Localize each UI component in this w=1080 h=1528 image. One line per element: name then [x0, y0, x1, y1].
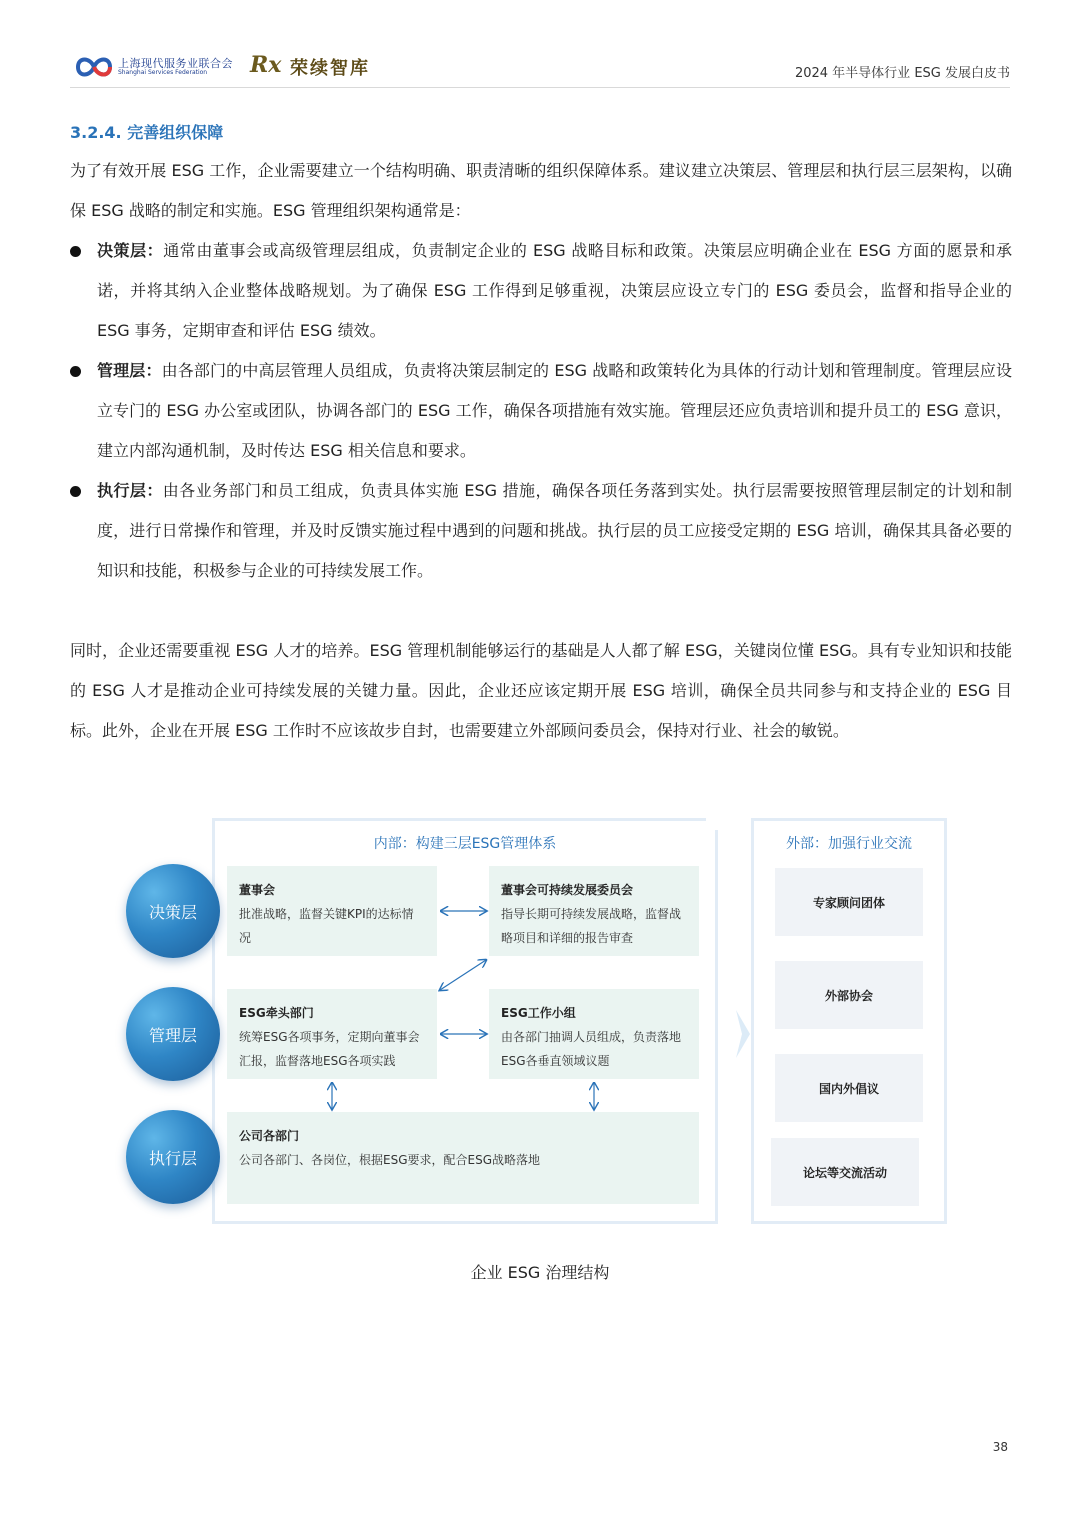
card-sustainability-committee: 董事会可持续发展委员会 指导长期可持续发展战略，监督战略项目和详细的报告审查 [489, 866, 699, 956]
card-esg-lead-department: ESG牵头部门 统筹ESG各项事务，定期向董事会汇报，监督落地ESG各项实践 [227, 989, 437, 1079]
external-item-expert-advisors: 专家顾问团体 [775, 868, 923, 936]
brand-name: 荣续智库 [290, 58, 370, 79]
federation-logo-icon [74, 52, 114, 82]
card-board: 董事会 批准战略，监督关键KPI的达标情况 [227, 866, 437, 956]
management-layer-circle: 管理层 [126, 987, 220, 1081]
execution-layer-circle: 执行层 [126, 1110, 220, 1204]
internal-panel-title: 内部：构建三层ESG管理体系 [373, 836, 557, 852]
bullet-management-layer: 管理层：由各部门的中高层管理人员组成，负责将决策层制定的 ESG 战略和政策转化为具体的行动计划和管理制度。管理层应设立专门的 ESG 办公室或团队，协调各部门的 ESG 工作，确保各项措施有效实施。管理层还应负责培训和提升员工的 ESG 意识，建立内部沟通机制，及时传达 ESG 相关信息和要求。 [70, 351, 1012, 471]
bullet-dot-icon [70, 366, 81, 377]
section-title: 3.2.4. 完善组织保障 [70, 123, 224, 142]
external-item-initiatives: 国内外倡议 [775, 1054, 923, 1122]
decision-layer-circle: 决策层 [126, 864, 220, 958]
page-number: 38 [992, 1440, 1008, 1454]
card-all-departments: 公司各部门 公司各部门、各岗位，根据ESG要求，配合ESG战略落地 [227, 1112, 699, 1204]
external-item-associations: 外部协会 [775, 961, 923, 1029]
org-name-cn: 上海现代服务业联合会 [118, 57, 233, 70]
bullet-dot-icon [70, 486, 81, 497]
org-name-en: Shanghai Services Federation [118, 69, 208, 76]
closing-paragraph: 同时，企业还需要重视 ESG 人才的培养。ESG 管理机制能够运行的基础是人人都了解 ESG，关键岗位懂 ESG。具有专业知识和技能的 ESG 人才是推动企业可持续发展的关键力量。因此，企业还应该定期开展 ESG 培训，确保全员共同参与和支持企业的 ESG 目标。此外，企业在开展 ESG 工作时不应该故步自封，也需要建立外部顾问委员会，保持对行业、社会的敏锐。 [70, 641, 1012, 740]
bullet-decision-layer: 决策层：通常由董事会或高级管理层组成，负责制定企业的 ESG 战略目标和政策。决策层应明确企业在 ESG 方面的愿景和承诺，并将其纳入企业整体战略规划。为了确保 ESG 工作得到足够重视，决策层应设立专门的 ESG 委员会，监督和指导企业的 ESG 事务，定期审查和评估 ESG 绩效。 [70, 231, 1012, 351]
chevron-right-icon [736, 1010, 750, 1058]
brand-logo-icon: Rx [250, 52, 282, 78]
external-panel-title: 外部：加强行业交流 [786, 836, 912, 852]
external-item-forums: 论坛等交流活动 [771, 1138, 919, 1206]
card-esg-working-group: ESG工作小组 由各部门抽调人员组成，负责落地ESG各垂直领域议题 [489, 989, 699, 1079]
page-header [70, 48, 1010, 88]
intro-paragraph: 为了有效开展 ESG 工作，企业需要建立一个结构明确、职责清晰的组织保障体系。建议建立决策层、管理层和执行层三层架构，以确保 ESG 战略的制定和实施。ESG 管理组织架构通常是： [70, 161, 1012, 220]
bullet-execution-layer: 执行层：由各业务部门和员工组成，负责具体实施 ESG 措施，确保各项任务落到实处。执行层需要按照管理层制定的计划和制度，进行日常操作和管理，并及时反馈实施过程中遇到的问题和挑战。执行层的员工应接受定期的 ESG 培训，确保其具备必要的知识和技能，积极参与企业的可持续发展工作。 [70, 471, 1012, 591]
figure-caption: 企业 ESG 治理结构 [470, 1263, 610, 1282]
bullet-dot-icon [70, 246, 81, 257]
document-title: 2024 年半导体行业 ESG 发展白皮书 [794, 66, 1010, 81]
